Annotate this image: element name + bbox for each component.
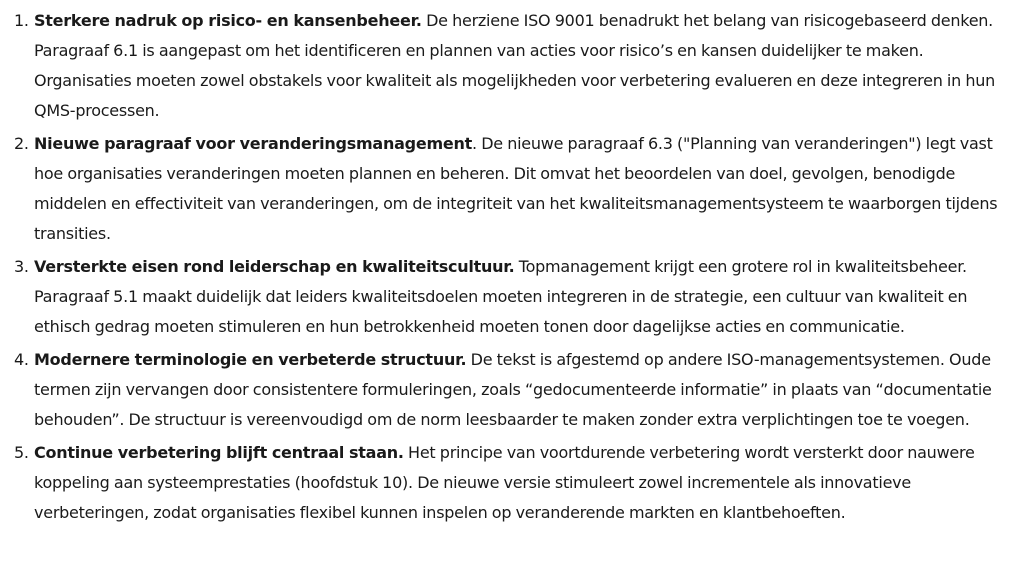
list-item <box>0 129 1021 249</box>
numbered-list <box>0 6 1021 528</box>
list-item-title: Continue verbetering blijft centraal staan. <box>34 443 404 462</box>
list-item-text: . De nieuwe paragraaf 6.3 ("Planning van veranderingen") legt vast hoe organisaties veranderingen moeten plannen en beheren. Dit omvat het beoordelen van doel, gevolgen, benodigde middelen en effectiviteit van veranderingen, om de integriteit van het kwaliteitsmanagementsysteem te waarborgen tijdens transities. <box>34 134 998 243</box>
list-item-number: 5. <box>14 443 29 462</box>
list-item-text: De herziene ISO 9001 benadrukt het belang van risicogebaseerd denken. Paragraaf 6.1 is aangepast om het identificeren en plannen van acties voor risico’s en kansen duidelijker te maken. Organisaties moeten zowel obstakels voor kwaliteit als mogelijkheden voor verbetering evalueren en deze integreren in hun QMS-processen. <box>34 11 996 120</box>
list-item-number: 2. <box>14 134 29 153</box>
list-item-number: 4. <box>14 350 29 369</box>
document <box>0 6 1033 568</box>
list-item-title: Versterkte eisen rond leiderschap en kwaliteitscultuur. <box>34 257 515 276</box>
list-item-title: Sterkere nadruk op risico- en kansenbeheer. <box>34 11 422 30</box>
list-item <box>0 252 1021 342</box>
list-item-text: Topmanagement krijgt een grotere rol in kwaliteitsbeheer. Paragraaf 5.1 maakt duidelijk dat leiders kwaliteitsdoelen moeten integreren in de strategie, een cultuur van kwaliteit en ethisch gedrag moeten stimuleren en hun betrokkenheid moeten tonen door dagelijkse acties en communicatie. <box>34 257 968 336</box>
list-item <box>0 345 1021 435</box>
list-item-number: 1. <box>14 11 29 30</box>
list-item-text: Het principe van voortdurende verbetering wordt versterkt door nauwere koppeling aan systeemprestaties (hoofdstuk 10). De nieuwe versie stimuleert zowel incrementele als innovatieve verbeteringen, zodat organisaties flexibel kunnen inspelen op veranderende markten en klantbehoeften. <box>34 443 975 522</box>
list-item <box>0 438 1021 528</box>
list-item <box>0 6 1021 126</box>
list-item-title: Modernere terminologie en verbeterde structuur. <box>34 350 467 369</box>
list-item-number: 3. <box>14 257 29 276</box>
list-item-title: Nieuwe paragraaf voor veranderingsmanagement <box>34 134 473 153</box>
list-item-text: De tekst is afgestemd op andere ISO-managementsystemen. Oude termen zijn vervangen door consistentere formuleringen, zoals “gedocumenteerde informatie” in plaats van “documentatie behouden”. De structuur is vereenvoudigd om de norm leesbaarder te maken zonder extra verplichtingen toe te voegen. <box>34 350 992 429</box>
